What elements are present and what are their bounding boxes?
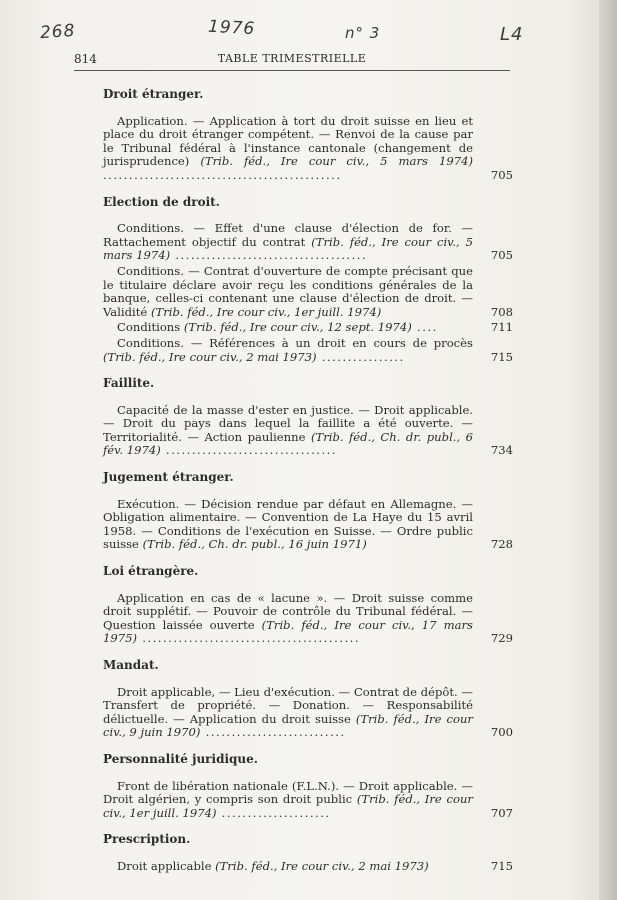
header-rule [74,70,510,71]
entry-page-number: 734 [490,443,513,458]
entry-page-number: 700 [490,725,513,740]
handwritten-year: 1976 [207,16,256,40]
entry-citation: (Trib. féd., Ire cour civ., 2 mai 1973) [103,349,317,364]
index-entry [103,263,513,319]
index-entry [103,402,513,458]
entry-text: Droit applicable, — Lieu d'exécution. — Contrat de dépôt. — Transfert de propriété. — Donation. — Responsabilité délictuelle. — Application du droit suisse [103,684,473,726]
page-edge-shadow [599,0,617,900]
index-entry [103,113,513,183]
entry-text: Conditions. — Effet d'une clause d'élection de for. — Rattachement objectif du contrat [103,221,473,249]
section-title: Election de droit. [103,194,220,209]
entry-text: Front de libération nationale (F.L.N.). — Droit applicable. — Droit algérien, y compris son droit public [103,778,473,807]
handwritten-note-left: 268 [39,20,77,44]
entry-citation: (Trib. féd., Ire cour civ., 17 mars 1975) [103,617,473,646]
index-entry [103,684,513,740]
index-entry [103,778,513,821]
entry-page-number: 728 [490,537,513,552]
index-entry [103,590,513,646]
entry-page-number: 705 [490,167,513,182]
index-entry [117,320,513,335]
section-title: Mandat. [103,658,159,672]
entry-page-number: 707 [490,805,513,820]
entry-citation: (Trib. féd., Ire cour civ., 2 mai 1973) [215,858,429,873]
leader-dots: .............................................. [103,167,342,182]
index-entry [117,858,513,874]
section-title: Prescription. [103,832,191,847]
running-head [74,52,510,70]
entry-citation: (Trib. féd., Ire cour civ., 5 mars 1974) [200,154,473,169]
entry-text: Conditions [117,320,184,335]
leader-dots: ................................. [160,443,338,458]
handwritten-issue-number: n° 3 [345,24,381,42]
leader-dots: ................ [316,349,405,364]
leader-dots: ..................................... [170,248,368,263]
leader-dots: .... [411,320,438,335]
index-content [103,84,513,876]
entry-text: Droit applicable [117,858,216,873]
index-entry [103,335,513,364]
entry-text: Conditions. — Contrat d'ouverture de compte précisant que le titulaire déclare avoir reçu les conditions générales de la banque, celles-ci contenant une clause d'élection de droit. — Validité [103,263,473,319]
index-entry [103,221,513,263]
entry-text: Application. — Application à tort du droit suisse en lieu et place du droit étranger compétent. — Renvoi de la cause par le Tribunal fédéral à l'instance cantonale (changement de jurisprudence) [103,113,473,169]
leader-dots: ..................... [216,805,331,820]
page-number: 814 [74,52,97,66]
entry-page-number: 729 [490,631,513,646]
section-title: Personnalité juridique. [103,751,258,766]
entry-citation: (Trib. féd., Ire cour civ., 9 juin 1970) [103,711,473,740]
section-title: Droit étranger. [103,87,204,101]
section-title: Faillite. [103,376,155,391]
entry-citation: (Trib. féd., Ire cour civ., 1er juill. 1974) [103,792,473,820]
entry-citation: (Trib. féd., Ire cour civ., 5 mars 1974) [103,234,474,263]
handwritten-note-right: L4 [500,24,524,45]
leader-dots: ........................... [200,725,346,740]
entry-page-number: 705 [490,248,513,263]
entry-citation: (Trib. féd., Ch. dr. publ., 16 juin 1971) [142,537,367,552]
entry-page-number: 711 [490,320,513,335]
entry-page-number: 715 [490,858,513,873]
entry-citation: (Trib. féd., Ch. dr. publ., 6 fév. 1974) [103,429,473,458]
entry-citation: (Trib. féd., Ire cour civ., 1er juill. 1974) [150,304,382,319]
section-title: Loi étrangère. [103,564,199,579]
entry-text: Application en cas de « lacune ». — Droit suisse comme droit supplétif. — Pouvoir de contrôle du Tribunal fédéral. — Question laissée ouverte [103,590,473,632]
leader-dots: .......................................... [137,631,360,646]
entry-citation: (Trib. féd., Ire cour civ., 12 sept. 1974) [183,320,412,335]
entry-text: Exécution. — Décision rendue par défaut en Allemagne. — Obligation alimentaire. — Convention de La Haye du 15 avril 1958. — Conditions de l'exécution en Suisse. — Ordre public suisse [103,496,473,552]
entry-page-number: 708 [490,304,513,319]
section-title: Jugement étranger. [103,470,234,485]
index-entry [103,496,513,552]
running-title: TABLE TRIMESTRIELLE [217,52,367,65]
entry-page-number: 715 [490,349,513,364]
entry-text: Capacité de la masse d'ester en justice. — Droit applicable. — Droit du pays dans lequel la faillite a été ouverte. — Territorialité. — Action paulienne [103,402,473,444]
entry-text: Conditions. — Références à un droit en cours de procès [117,335,473,350]
